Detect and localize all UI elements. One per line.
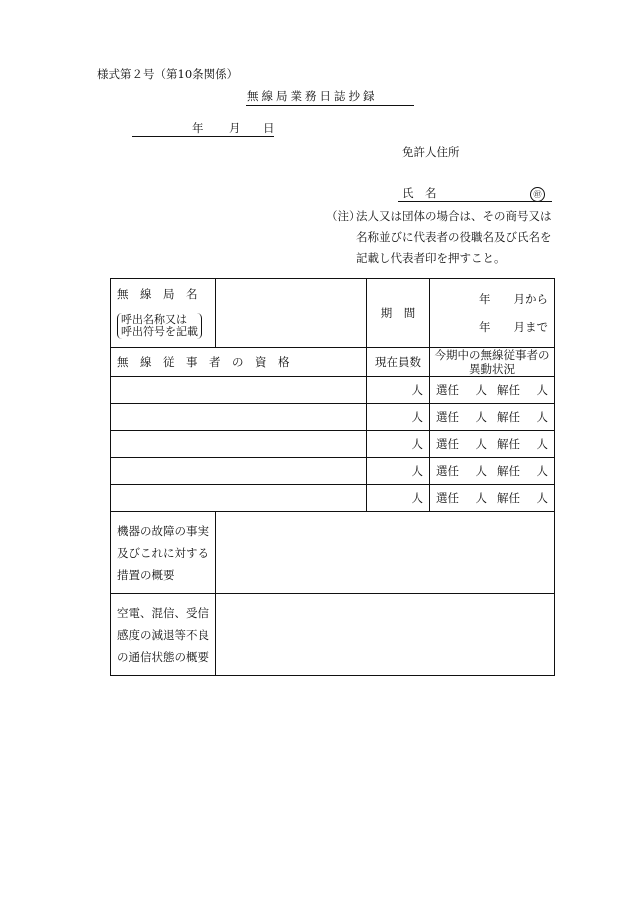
change-cell[interactable] <box>430 404 555 431</box>
appointed-unit: 人 <box>475 437 487 451</box>
qualification-cell[interactable] <box>111 458 367 485</box>
date-year-label: 年 <box>192 121 204 135</box>
period-label: 期 間 <box>380 306 416 320</box>
dismissed-unit: 人 <box>536 410 548 424</box>
qualification-cell[interactable] <box>111 485 367 512</box>
period-label-cell <box>367 279 430 348</box>
callsign-note <box>117 313 215 339</box>
count-unit: 人 <box>411 464 423 478</box>
interference-label-cell <box>111 594 216 676</box>
date-underline <box>132 136 274 137</box>
count-header: 現在員数 <box>367 348 430 377</box>
dismissed-unit: 人 <box>536 383 548 397</box>
change-cell[interactable] <box>430 377 555 404</box>
qualification-cell[interactable] <box>111 404 367 431</box>
change-cell[interactable] <box>430 458 555 485</box>
appointed-label: 選任 <box>436 383 459 397</box>
appointed-label: 選任 <box>436 491 459 505</box>
count-cell[interactable] <box>367 458 430 485</box>
page-title: 無線局業務日誌抄録 <box>247 89 378 103</box>
interference-row <box>111 594 555 676</box>
name-underline <box>398 201 552 202</box>
interference-value-cell[interactable] <box>216 594 555 676</box>
failure-value-cell[interactable] <box>216 512 555 594</box>
date-day-label: 日 <box>263 121 275 135</box>
station-name-label: 無 線 局 名 <box>117 287 198 301</box>
count-unit: 人 <box>411 437 423 451</box>
table-row <box>111 431 555 458</box>
period-to: 年 月まで <box>479 320 548 334</box>
count-unit: 人 <box>411 491 423 505</box>
dismissed-unit: 人 <box>536 437 548 451</box>
appointed-unit: 人 <box>475 464 487 478</box>
seal-icon: ㊞ <box>530 187 545 202</box>
seal-mark <box>530 186 545 202</box>
table-row <box>111 458 555 485</box>
qualification-header: 無 線 従 事 者 の 資 格 <box>111 348 367 377</box>
licensee-name-label: 氏 名 <box>402 186 437 200</box>
appointed-unit: 人 <box>475 491 487 505</box>
dismissed-unit: 人 <box>536 464 548 478</box>
appointed-label: 選任 <box>436 464 459 478</box>
failure-label-cell <box>111 512 216 594</box>
appointed-unit: 人 <box>475 383 487 397</box>
station-name-cell <box>111 279 216 348</box>
qualification-cell[interactable] <box>111 431 367 458</box>
table-row <box>111 377 555 404</box>
dismissed-label: 解任 <box>497 491 520 505</box>
interference-label-line-1: 空電、混信、受信 <box>117 606 209 620</box>
dismissed-label: 解任 <box>497 437 520 451</box>
title-underline <box>246 105 414 106</box>
failure-label-line-1: 機器の故障の事実 <box>117 524 209 538</box>
count-cell[interactable] <box>367 404 430 431</box>
station-row <box>111 279 555 348</box>
change-cell[interactable] <box>430 431 555 458</box>
qualification-cell[interactable] <box>111 377 367 404</box>
callsign-bracket <box>117 313 202 339</box>
failure-label-line-2: 及びこれに対する <box>117 546 209 560</box>
note-line-2: 名称並びに代表者の役職名及び氏名を <box>356 230 552 244</box>
table-row <box>111 404 555 431</box>
period-from: 年 月から <box>479 292 548 306</box>
count-unit: 人 <box>411 410 423 424</box>
count-unit: 人 <box>411 383 423 397</box>
note-marker: （注） <box>326 209 361 223</box>
dismissed-label: 解任 <box>497 410 520 424</box>
count-cell[interactable] <box>367 377 430 404</box>
change-header: 今期中の無線従事者の異動状況 <box>430 348 555 377</box>
table-row <box>111 485 555 512</box>
form-number: 様式第２号（第10条関係） <box>97 67 239 81</box>
header-row <box>111 348 555 377</box>
interference-label-line-3: の通信状態の概要 <box>117 650 209 664</box>
dismissed-label: 解任 <box>497 383 520 397</box>
count-cell[interactable] <box>367 431 430 458</box>
period-value-cell <box>430 279 555 348</box>
station-name-value[interactable] <box>216 279 367 348</box>
change-cell[interactable] <box>430 485 555 512</box>
dismissed-unit: 人 <box>536 491 548 505</box>
note-line-1: 法人又は団体の場合は、その商号又は <box>356 209 552 223</box>
appointed-label: 選任 <box>436 437 459 451</box>
log-extract-table <box>110 278 555 676</box>
date-month-label: 月 <box>229 121 241 135</box>
licensee-address-label: 免許人住所 <box>402 145 460 159</box>
callsign-note-line-2: 呼出符号を記載 <box>121 325 198 338</box>
interference-label-line-2: 感度の減退等不良 <box>117 628 209 642</box>
note-line-3: 記載し代表者印を押すこと。 <box>356 251 506 265</box>
dismissed-label: 解任 <box>497 464 520 478</box>
failure-row <box>111 512 555 594</box>
callsign-note-line-1: 呼出名称又は <box>121 313 187 326</box>
failure-label-line-3: 措置の概要 <box>117 568 175 582</box>
count-cell[interactable] <box>367 485 430 512</box>
appointed-unit: 人 <box>475 410 487 424</box>
appointed-label: 選任 <box>436 410 459 424</box>
